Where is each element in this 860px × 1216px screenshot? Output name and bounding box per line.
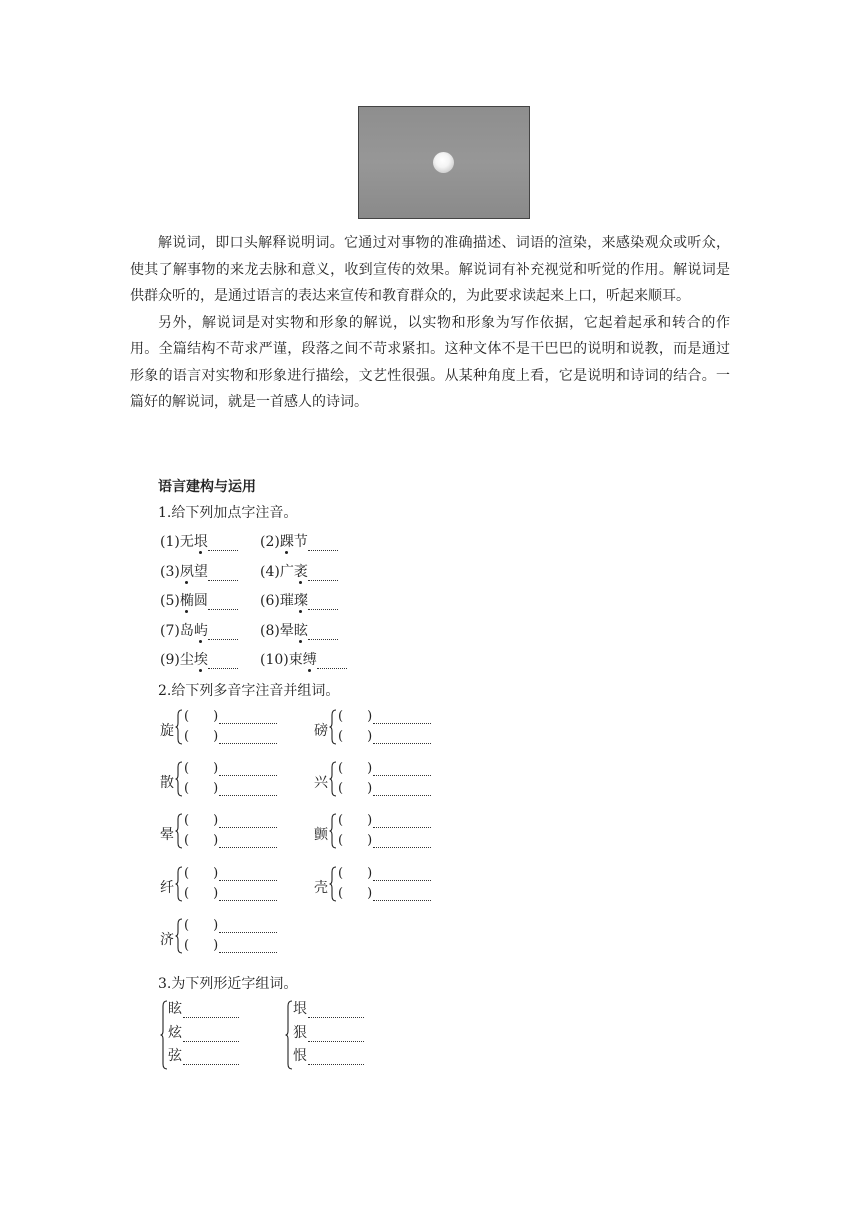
dotted-character: 璨 <box>293 593 308 609</box>
pinyin-item <box>160 561 238 581</box>
paren: ( <box>184 709 190 724</box>
item-text: 望 <box>193 563 208 580</box>
paren: ( <box>184 781 190 796</box>
item-number: (5) <box>160 593 180 609</box>
answer-blank[interactable] <box>208 627 238 640</box>
paren: ( <box>184 938 190 953</box>
brace-icon <box>329 709 337 745</box>
pinyin-item <box>260 620 338 640</box>
polyphone-character: 颤 <box>314 827 328 843</box>
word-blank[interactable] <box>308 1053 364 1065</box>
answer-blank[interactable] <box>208 656 238 669</box>
polyphone-group <box>160 813 300 853</box>
polyphone-character: 兴 <box>314 775 328 791</box>
answer-blank[interactable] <box>308 538 338 551</box>
pinyin-word-line <box>338 833 431 848</box>
polyphone-group <box>160 761 300 801</box>
word-blank[interactable] <box>219 869 277 881</box>
paren: ) <box>367 761 373 776</box>
answer-blank[interactable] <box>317 656 347 669</box>
pinyin-item <box>260 531 338 551</box>
polyphone-group <box>314 813 454 853</box>
pinyin-word-line <box>184 729 277 744</box>
paren: ( <box>184 813 190 828</box>
word-blank[interactable] <box>308 1006 364 1018</box>
paren: ) <box>367 709 373 724</box>
pinyin-word-line <box>184 781 277 796</box>
dotted-character: 垠 <box>193 534 208 550</box>
polyphone-character: 纤 <box>160 880 174 896</box>
paren: ) <box>213 781 219 796</box>
pinyin-word-line <box>184 866 277 881</box>
dotted-character: 夙 <box>179 563 194 580</box>
brace-icon <box>175 761 183 797</box>
moon-photo <box>358 106 530 219</box>
similar-character: 弦 <box>168 1048 182 1064</box>
dotted-character: 屿 <box>193 622 208 639</box>
brace-icon <box>285 1000 293 1070</box>
brace-icon <box>329 866 337 902</box>
pinyin-item <box>260 590 338 610</box>
paren: ( <box>338 709 344 724</box>
similar-char-group <box>285 998 385 1070</box>
intro-paragraph-1: 解说词，即口头解释说明词。它通过对事物的准确描述、词语的渲染，来感染观众或听众，使其了解事物的来龙去脉和意义，收到宣传的效果。解说词有补充视觉和听觉的作用。解说词是供群众听的，是通过语言的表达来宣传和教育群众的，为此要求读起来上口，听起来顺耳。 <box>130 235 730 304</box>
word-blank[interactable] <box>219 941 277 953</box>
brace-icon <box>175 709 183 745</box>
word-blank[interactable] <box>183 1030 239 1042</box>
word-blank[interactable] <box>183 1006 239 1018</box>
pinyin-word-line <box>338 761 431 776</box>
pinyin-word-line <box>184 938 277 953</box>
question-3-prompt: 3.为下列形近字组词。 <box>158 976 298 992</box>
word-blank[interactable] <box>373 816 431 828</box>
word-blank[interactable] <box>373 784 431 796</box>
pinyin-item <box>160 649 238 669</box>
paren: ) <box>213 938 219 953</box>
paren: ) <box>213 833 219 848</box>
item-text: 广 <box>279 563 294 580</box>
pinyin-word-line <box>338 709 431 724</box>
word-blank[interactable] <box>219 732 277 744</box>
polyphone-character: 晕 <box>160 827 174 843</box>
polyphone-group <box>314 866 454 906</box>
paren: ( <box>338 781 344 796</box>
pinyin-word-line <box>184 761 277 776</box>
dotted-character: 埃 <box>193 652 208 668</box>
pinyin-word-line <box>184 886 277 901</box>
paren: ( <box>184 761 190 776</box>
similar-char-group <box>160 998 260 1070</box>
similar-character: 眩 <box>168 1001 182 1017</box>
answer-blank[interactable] <box>208 597 238 610</box>
polyphone-group <box>160 866 300 906</box>
dotted-character: 缚 <box>302 652 317 668</box>
polyphone-group <box>160 709 300 749</box>
item-text: 尘 <box>179 652 194 668</box>
pinyin-item <box>160 620 238 640</box>
similar-char-line <box>293 998 364 1018</box>
word-blank[interactable] <box>219 784 277 796</box>
paren: ) <box>213 866 219 881</box>
paren: ) <box>367 729 373 744</box>
item-number: (2) <box>260 534 280 550</box>
item-number: (9) <box>160 652 180 668</box>
paren: ) <box>213 886 219 901</box>
dotted-character: 眩 <box>293 622 308 639</box>
polyphone-character: 散 <box>160 775 174 791</box>
word-blank[interactable] <box>219 764 277 776</box>
item-text: 岛 <box>179 622 194 639</box>
item-text: 晕 <box>279 622 294 639</box>
brace-icon <box>175 813 183 849</box>
paren: ( <box>338 833 344 848</box>
paren: ) <box>213 918 219 933</box>
item-number: (10) <box>260 652 289 668</box>
paren: ) <box>367 781 373 796</box>
similar-character: 恨 <box>293 1048 307 1064</box>
paren: ) <box>213 761 219 776</box>
word-blank[interactable] <box>373 836 431 848</box>
question-1-prompt: 1.给下列加点字注音。 <box>158 505 298 521</box>
paren: ) <box>367 866 373 881</box>
item-number: (6) <box>260 593 280 609</box>
answer-blank[interactable] <box>308 627 338 640</box>
word-blank[interactable] <box>219 712 277 724</box>
intro-text <box>130 230 730 416</box>
paren: ( <box>184 886 190 901</box>
similar-char-line <box>293 1045 364 1065</box>
item-number: (3) <box>160 563 180 580</box>
paren: ( <box>184 918 190 933</box>
similar-character: 炫 <box>168 1024 182 1041</box>
pinyin-word-line <box>338 781 431 796</box>
pinyin-word-line <box>338 813 431 828</box>
brace-icon <box>175 918 183 954</box>
dotted-character: 踝 <box>279 534 294 550</box>
pinyin-word-line <box>338 886 431 901</box>
dotted-character: 椭 <box>179 593 194 609</box>
word-blank[interactable] <box>219 836 277 848</box>
paren: ) <box>213 709 219 724</box>
similar-char-line <box>293 1022 364 1042</box>
pinyin-word-line <box>184 918 277 933</box>
polyphone-character: 磅 <box>314 723 328 739</box>
paren: ( <box>338 866 344 881</box>
polyphone-group <box>314 709 454 749</box>
brace-icon <box>175 866 183 902</box>
item-number: (7) <box>160 622 180 639</box>
paren: ) <box>213 729 219 744</box>
similar-char-line <box>168 1045 239 1065</box>
paren: ) <box>367 813 373 828</box>
dotted-character: 袤 <box>293 563 308 580</box>
paren: ) <box>213 813 219 828</box>
item-number: (1) <box>160 534 180 550</box>
paren: ( <box>338 729 344 744</box>
paren: ( <box>338 886 344 901</box>
item-text: 璀 <box>279 593 294 609</box>
paren: ( <box>184 866 190 881</box>
answer-blank[interactable] <box>308 568 338 581</box>
paren: ( <box>338 813 344 828</box>
answer-blank[interactable] <box>308 597 338 610</box>
pinyin-word-line <box>184 833 277 848</box>
brace-icon <box>160 1000 168 1070</box>
pinyin-word-line <box>184 813 277 828</box>
similar-character: 狠 <box>293 1024 307 1041</box>
pinyin-word-line <box>184 709 277 724</box>
polyphone-character: 壳 <box>314 880 328 896</box>
moon-image <box>433 152 454 173</box>
pinyin-item <box>260 561 338 581</box>
word-blank[interactable] <box>183 1053 239 1065</box>
similar-char-line <box>168 1022 239 1042</box>
answer-blank[interactable] <box>208 538 238 551</box>
word-blank[interactable] <box>373 732 431 744</box>
section-heading: 语言建构与运用 <box>158 479 256 495</box>
polyphone-character: 旋 <box>160 723 174 739</box>
answer-blank[interactable] <box>208 568 238 581</box>
polyphone-group <box>160 918 300 958</box>
word-blank[interactable] <box>308 1030 364 1042</box>
word-blank[interactable] <box>373 712 431 724</box>
paren: ( <box>184 833 190 848</box>
word-blank[interactable] <box>219 816 277 828</box>
item-text: 节 <box>293 534 308 550</box>
item-text: 无 <box>179 534 194 550</box>
word-blank[interactable] <box>219 921 277 933</box>
polyphone-character: 济 <box>160 932 174 948</box>
similar-char-line <box>168 998 239 1018</box>
pinyin-word-line <box>338 729 431 744</box>
similar-character: 垠 <box>293 1001 307 1017</box>
item-number: (4) <box>260 563 280 580</box>
paren: ) <box>367 833 373 848</box>
pinyin-word-line <box>338 866 431 881</box>
pinyin-item <box>160 531 238 551</box>
intro-paragraph-2: 另外，解说词是对实物和形象的解说，以实物和形象为写作依据，它起着起承和转合的作用。全篇结构不苛求严谨，段落之间不苛求紧扣。这种文体不是干巴巴的说明和说教，而是通过形象的语言对实物和形象进行描绘，文艺性很强。从某种角度上看，它是说明和诗词的结合。一篇好的解说词，就是一首感人的诗词。 <box>130 314 730 410</box>
pinyin-item <box>260 649 347 669</box>
brace-icon <box>329 813 337 849</box>
paren: ( <box>184 729 190 744</box>
word-blank[interactable] <box>219 889 277 901</box>
item-text: 束 <box>288 652 303 668</box>
paren: ) <box>367 886 373 901</box>
word-blank[interactable] <box>373 764 431 776</box>
paren: ( <box>338 761 344 776</box>
question-2-prompt: 2.给下列多音字注音并组词。 <box>158 683 340 699</box>
item-text: 圆 <box>193 593 208 609</box>
word-blank[interactable] <box>373 889 431 901</box>
pinyin-item <box>160 590 238 610</box>
polyphone-group <box>314 761 454 801</box>
item-number: (8) <box>260 622 280 639</box>
brace-icon <box>329 761 337 797</box>
word-blank[interactable] <box>373 869 431 881</box>
